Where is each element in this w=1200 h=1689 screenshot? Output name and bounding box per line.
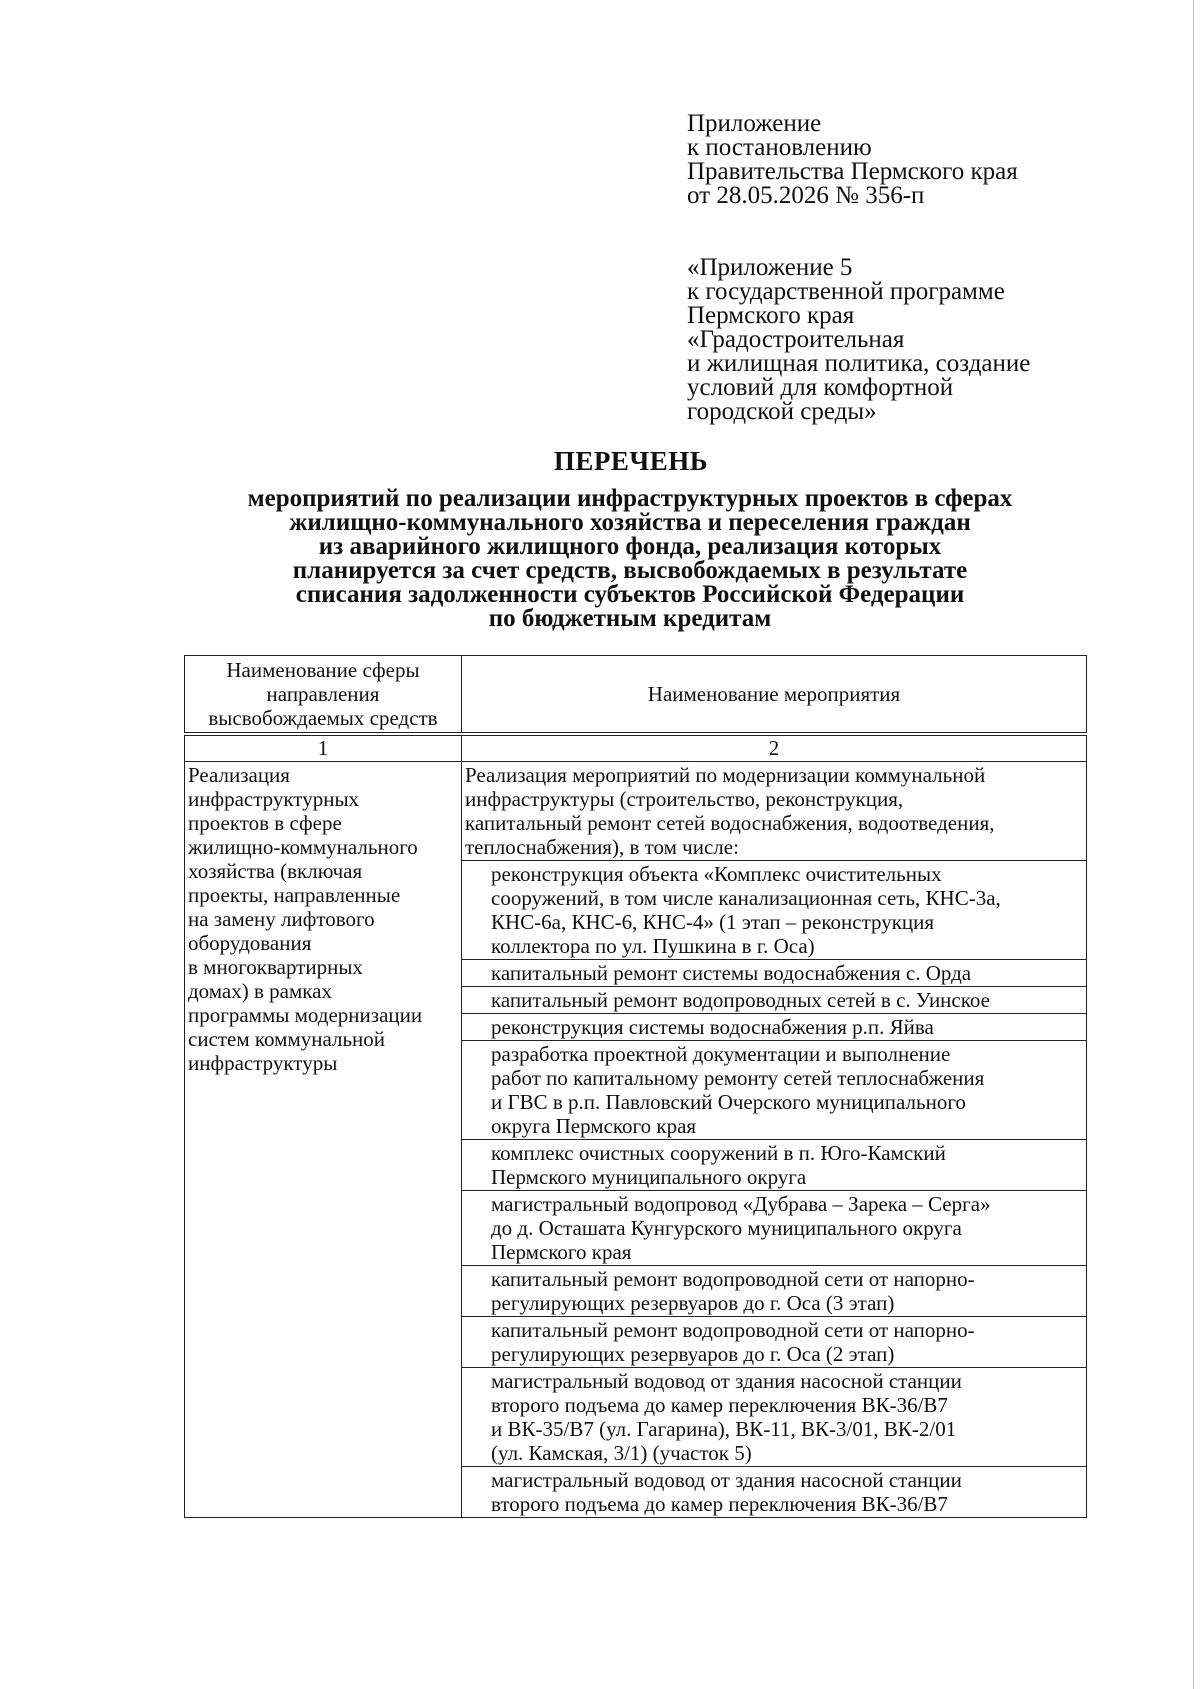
sphere-line: в многоквартирных [188,955,363,979]
measure-line: реконструкция системы водоснабжения р.п. Яйва [491,1015,934,1039]
measure-line: и ВК-35/В7 (ул. Гагарина), ВК-11, ВК-3/01, ВК-2/01 [491,1417,957,1441]
measure-line: капитальный ремонт водопроводных сетей в с. Уинское [491,988,990,1012]
sub-measure-cell [462,1467,1087,1518]
sphere-line: инфраструктурных [188,787,360,811]
header-col-sphere [185,656,462,733]
sphere-line: домах) в рамках [188,979,332,1003]
subtitle-line: жилищно-коммунального хозяйства и переселения граждан [289,509,971,536]
sub-measure-cell [462,1041,1087,1140]
measure-line: магистральный водовод от здания насосной станции [491,1369,962,1393]
appendix-line: Правительства Пермского края [687,158,1018,185]
appendix-line: к постановлению [687,134,872,161]
sphere-line: жилищно-коммунального [188,835,418,859]
sub-measure-cell [462,1317,1087,1368]
document-title: ПЕРЕЧЕНЬ [553,446,709,476]
sphere-line: проектов в сфере [188,811,342,835]
sphere-line: хозяйства (включая [188,859,363,883]
measure-line: капитальный ремонт системы водоснабжения с. Орда [491,961,972,985]
measure-line: разработка проектной документации и выполнение [491,1042,951,1066]
measure-line: округа Пермского края [491,1114,697,1138]
sphere-line: на замену лифтового [188,907,375,931]
sphere-line: инфраструктуры [188,1051,338,1075]
table-header-row [185,656,1087,733]
sub-measure-cell [462,1140,1087,1191]
document-subtitle [180,487,1080,631]
column-number: 1 [185,736,462,762]
appendix-block [687,112,1030,424]
measure-line: магистральный водовод от здания насосной станции [491,1468,962,1492]
measure-line: регулирующих резервуаров до г. Оса (2 этап) [491,1342,895,1366]
sphere-cell [185,762,462,1518]
measure-line: Пермского муниципального округа [491,1165,807,1189]
measure-line: инфраструктуры (строительство, реконструкция, [465,787,904,811]
subtitle-line: списания задолженности субъектов Российской Федерации [295,581,965,608]
appendix-line: Приложение [687,110,822,137]
measure-line: (ул. Камская, 3/1) (участок 5) [491,1441,752,1465]
measure-line: регулирующих резервуаров до г. Оса (3 этап) [491,1291,895,1315]
subtitle-line: из аварийного жилищного фонда, реализация которых [318,533,942,560]
program-line: «Градостроительная [687,326,905,353]
header-line: Наименование сферы [226,658,420,682]
sphere-line: Реализация [188,763,290,787]
program-line: к государственной программе [687,278,1005,305]
sphere-line: систем коммунальной [188,1027,386,1051]
measure-line: капитальный ремонт сетей водоснабжения, водоотведения, [465,811,995,835]
measure-line: Пермского края [491,1240,632,1264]
measure-line: до д. Осташата Кунгурского муниципального округа [491,1216,962,1240]
measure-line: магистральный водопровод «Дубрава – Зарека – Серга» [491,1192,991,1216]
sphere-line: проекты, направленные [188,883,401,907]
measures-table [184,655,1087,1518]
main-measure-cell [462,762,1087,861]
sub-measure-cell [462,987,1087,1014]
program-line: городской среды» [687,398,877,425]
measure-line: сооружений, в том числе канализационная сеть, КНС-3а, [491,886,1001,910]
measure-line: теплоснабжения), в том числе: [465,835,739,859]
sphere-line: программы модернизации [188,1003,423,1027]
sub-measure-cell [462,1266,1087,1317]
sphere-line: оборудования [188,931,312,955]
sub-measure-cell [462,960,1087,987]
measure-line: реконструкция объекта «Комплекс очистительных [491,862,942,886]
program-line: условий для комфортной [687,374,954,401]
sub-measure-cell [462,861,1087,960]
program-line: «Приложение 5 [687,254,853,281]
header-col-measure: Наименование мероприятия [462,656,1087,733]
measure-line: коллектора по ул. Пушкина в г. Оса) [491,934,815,958]
subtitle-line: мероприятий по реализации инфраструктурных проектов в сферах [247,485,1013,512]
table-row [185,762,1087,861]
header-line: высвобождаемых средств [208,706,438,730]
appendix-line: от 28.05.2026 № 356-п [687,182,925,209]
column-number: 2 [462,736,1087,762]
subtitle-line: по бюджетным кредитам [488,605,772,632]
measure-line: и ГВС в р.п. Павловский Очерского муниципального [491,1090,966,1114]
measure-line: капитальный ремонт водопроводной сети от напорно- [491,1267,975,1291]
header-line: направления [266,682,380,706]
measure-line: комплекс очистных сооружений в п. Юго-Камский [491,1141,946,1165]
measure-line: работ по капитальному ремонту сетей теплоснабжения [491,1066,985,1090]
measure-line: второго подъема до камер переключения ВК-36/В7 [491,1393,948,1417]
sub-measure-cell [462,1014,1087,1041]
measure-line: второго подъема до камер переключения ВК-36/В7 [491,1492,948,1516]
sub-measure-cell [462,1368,1087,1467]
measure-line: КНС-6а, КНС-6, КНС-4» (1 этап – реконструкция [491,910,935,934]
program-line: Пермского края [687,302,855,329]
measure-line: Реализация мероприятий по модернизации коммунальной [465,763,986,787]
column-number-row [185,736,1087,762]
program-line: и жилищная политика, создание [687,350,1031,377]
subtitle-line: планируется за счет средств, высвобождаемых в результате [292,557,968,584]
sub-measure-cell [462,1191,1087,1266]
measure-line: капитальный ремонт водопроводной сети от напорно- [491,1318,975,1342]
